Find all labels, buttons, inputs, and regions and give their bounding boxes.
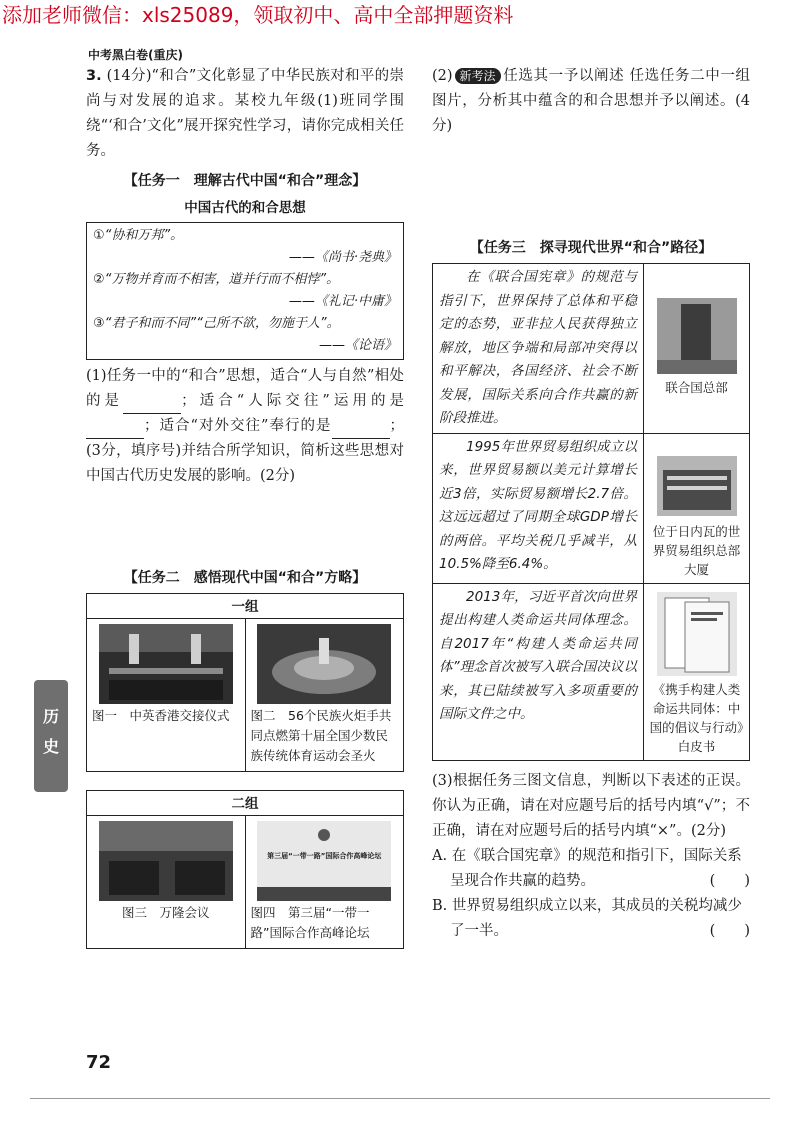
answer-blank-1[interactable] [123, 397, 181, 414]
answer-blank-3[interactable] [332, 422, 390, 439]
un-caption: 联合国总部 [665, 380, 728, 395]
wto-building-photo [657, 456, 737, 516]
quote-1: ①“协和万邦”。 [93, 228, 184, 243]
fig4-caption: 图四 第三届“一带一路”国际合作高峰论坛 [250, 905, 370, 940]
table-row [433, 583, 750, 760]
quote-3: ③“君子和而不同”“己所不欲，勿施于人”。 [93, 316, 340, 331]
left-column [86, 64, 404, 949]
subject-char-2: 史 [42, 737, 59, 756]
option-b [432, 894, 750, 944]
page-number: 72 [86, 1052, 112, 1073]
group1-label: 一组 [87, 594, 404, 619]
quote-2-source: ——《礼记·中庸》 [288, 294, 397, 309]
quote-1-source: ——《尚书·尧典》 [288, 250, 397, 265]
option-b-label: B. [432, 897, 448, 914]
task1-title: 【任务一 理解古代中国“和合”理念】 [123, 173, 367, 189]
un-headquarters-photo [657, 298, 737, 374]
question-number: 3. [86, 68, 102, 84]
sub2-text: 任选其一予以阐述 任选任务二中一组图片，分析其中蕴含的和合思想并予以阐述。(4分) [432, 68, 750, 134]
bottom-divider [30, 1098, 770, 1099]
subject-tab [34, 680, 68, 792]
group1-table [86, 593, 404, 772]
book-header: 中考黑白卷(重庆) [88, 48, 183, 62]
sub-question-3-intro: (3)根据任务三图文信息，判断以下表述的正误。你认为正确，请在对应题号后的括号内填“√”；不正确，请在对应题号后的括号内填“×”。(2分) [432, 772, 750, 839]
question-intro-text: (14分)“和合”文化彰显了中华民族对和平的崇尚与对发展的追求。某校九年级(1)班同学围绕“‘和合’文化”展开探究性学习，请你完成相关任务。 [86, 68, 405, 159]
white-paper-caption: 《携手构建人类命运共同体：中国的倡议与行动》白皮书 [649, 681, 744, 754]
right-column [432, 64, 750, 944]
answer-blank-2[interactable] [86, 422, 144, 439]
task2-title: 【任务二 感悟现代中国“和合”方略】 [123, 570, 367, 586]
option-b-answer-box[interactable]: ( ) [709, 922, 750, 939]
new-method-badge: 新考法 [455, 68, 501, 84]
sub1-part3: ；适合“对外交往”奉行的是 [144, 418, 332, 434]
question-intro [86, 64, 404, 164]
white-paper-photo [657, 592, 737, 676]
group2-label: 二组 [87, 791, 404, 816]
option-b-text: 世界贸易组织成立以来，其成员的关税均减少了一半。 [450, 897, 742, 939]
sub-question-1 [86, 364, 404, 489]
promo-banner: 添加老师微信：xls25089，领取初中、高中全部押题资料 [2, 3, 514, 27]
sub1-part2: ；适合“人际交往”运用的是 [181, 393, 405, 409]
fig2-caption: 图二 56个民族火炬手共同点燃第十届全国少数民族传统体育运动会圣火 [250, 708, 392, 763]
quote-box [86, 222, 404, 360]
subject-char-1: 历 [42, 707, 59, 726]
option-a-label: A. [432, 847, 448, 864]
sub1-part4: ；(3分，填序号)并结合所学知识，简析这些思想对中国古代历史发展的影响。(2分) [86, 418, 404, 484]
option-a [432, 844, 750, 894]
quote-2: ②“万物并育而不相害，道并行而不相悖”。 [93, 272, 340, 287]
task3-text-3: 2013年，习近平首次向世界提出构建人类命运共同体理念。自2017年“构建人类命运共同体”理念首次被写入联合国决议以来，其已陆续被写入多项重要的国际文件之中。 [433, 583, 644, 760]
task3-title: 【任务三 探寻现代世界“和合”路径】 [469, 240, 713, 256]
task3-table [432, 263, 750, 761]
option-a-answer-box[interactable]: ( ) [709, 872, 750, 889]
sub1-part1: (1)任务一中的“和合”思想，适合“人与自然”相处的是 [86, 368, 404, 409]
sub2-number: (2) [432, 68, 453, 84]
task3-text-2: 1995年世界贸易组织成立以来，世界贸易额以美元计算增长近3倍，实际贸易额增长2.7倍。这远远超过了同期全球GDP增长的两倍。平均关税几乎减半，从10.5%降至6.4%。 [433, 433, 644, 583]
table-row [433, 264, 750, 434]
torch-lighting-photo [257, 624, 391, 704]
wto-caption: 位于日内瓦的世界贸易组织总部大厦 [652, 523, 741, 577]
option-a-text: 在《联合国宪章》的规范和指引下，国际关系呈现合作共赢的趋势。 [450, 847, 742, 889]
task3-text-1: 在《联合国宪章》的规范与指引下，世界保持了总体和平稳定的态势，亚非拉人民获得独立解放，地区争端和局部冲突得以和平解决，各国经济、社会不断发展，国际关系向合作共赢的新阶段推进。 [433, 264, 644, 434]
fig1-caption: 图一 中英香港交接仪式 [92, 708, 230, 723]
bandung-conference-photo [99, 821, 233, 901]
table-row [433, 433, 750, 583]
fig3-caption: 图三 万隆会议 [121, 905, 210, 920]
quote-3-source: ——《论语》 [318, 338, 397, 353]
hongkong-ceremony-photo [99, 624, 233, 704]
belt-road-forum-photo [257, 821, 391, 901]
group2-table [86, 790, 404, 949]
task1-subtitle: 中国古代的和合思想 [184, 200, 306, 216]
sub-question-2 [432, 64, 750, 139]
